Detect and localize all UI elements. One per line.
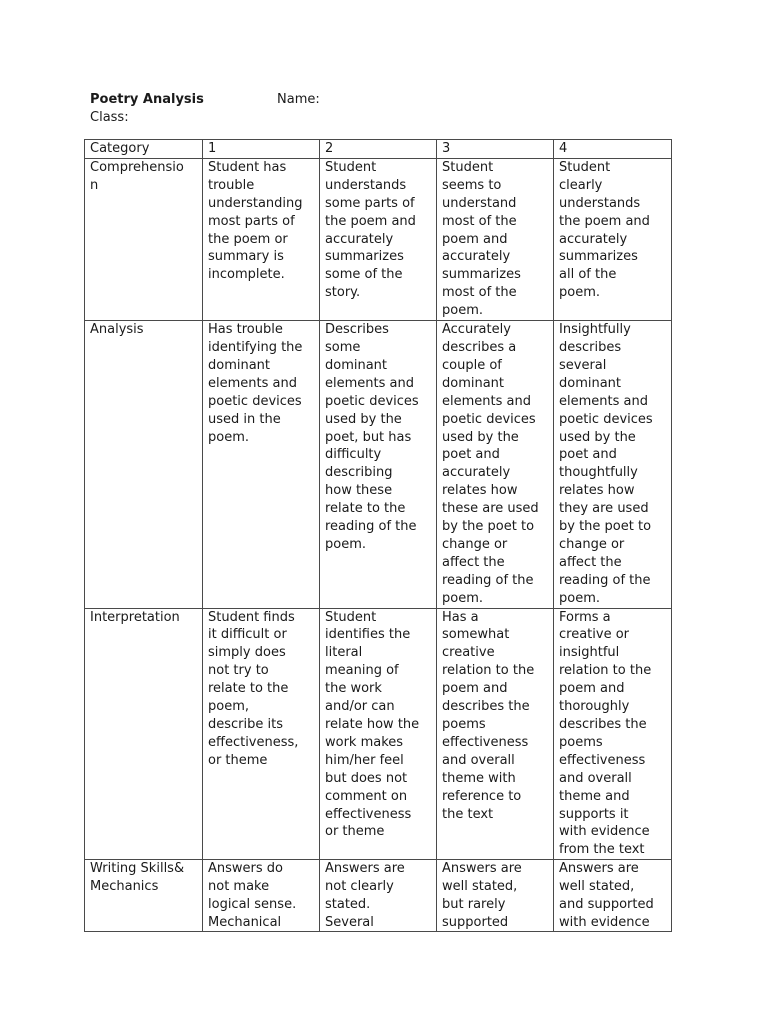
title-line	[90, 91, 320, 109]
column-header-label: 3	[442, 141, 451, 156]
category-label: Comprehensio n	[90, 159, 184, 193]
table-cell	[203, 608, 320, 860]
name-label: Name:	[277, 92, 320, 107]
table-cell	[554, 860, 672, 932]
category-label: Interpretation	[90, 609, 180, 625]
cell-text: Forms a creative or insightful relation to the poem and thoroughly describes the poems effectiveness and overall theme and supports it with evidence from the text	[559, 609, 652, 858]
rubric-table	[84, 139, 672, 932]
table-cell	[554, 158, 672, 320]
cell-text: Student has trouble understanding most parts of the poem or summary is incomplete.	[208, 159, 303, 283]
column-header	[320, 140, 437, 159]
cell-text: Accurately describes a couple of dominant elements and poetic devices used by the poet and accurately relates how these are used by the poet to change or affect the reading of the poem.	[442, 322, 539, 606]
table-cell	[320, 608, 437, 860]
column-header-label: 1	[208, 141, 217, 156]
cell-text: Student clearly understands the poem and accurately summarizes all of the poem.	[559, 159, 650, 301]
table-header-row	[85, 140, 672, 159]
category-cell	[85, 158, 203, 320]
column-header-label: 4	[559, 141, 568, 156]
table-cell	[554, 321, 672, 609]
category-label: Analysis	[90, 322, 144, 338]
category-cell	[85, 608, 203, 860]
table-cell	[320, 860, 437, 932]
class-line	[90, 109, 320, 127]
table-row-interpretation	[85, 608, 672, 860]
cell-text: Student identifies the literal meaning of the work and/or can relate how the work makes him/her feel but does not comment on effectiveness or theme	[325, 609, 420, 840]
table-cell	[554, 608, 672, 860]
table-cell	[437, 321, 554, 609]
cell-text: Student seems to understand most of the poem and accurately summarizes most of the poem.	[442, 159, 521, 319]
column-header	[85, 140, 203, 159]
table-cell	[437, 158, 554, 320]
category-label: Writing Skills& Mechanics	[90, 861, 185, 895]
table-cell	[203, 860, 320, 932]
table-cell	[437, 860, 554, 932]
cell-text: Student finds it difficult or simply does not try to relate to the poem, describe its effectiveness, or theme	[208, 609, 299, 768]
column-header	[203, 140, 320, 159]
class-label: Class:	[90, 110, 129, 125]
cell-text: Has trouble identifying the dominant elements and poetic devices used in the poem.	[208, 322, 303, 445]
column-header	[437, 140, 554, 159]
table-row-writing-skills	[85, 860, 672, 932]
table-cell	[203, 321, 320, 609]
category-cell	[85, 321, 203, 609]
cell-text: Answers are well stated, and supported with evidence	[559, 861, 654, 930]
cell-text: Has a somewhat creative relation to the poem and describes the poems effectiveness and overall theme with reference to the text	[442, 609, 535, 822]
document-title: Poetry Analysis	[90, 92, 204, 107]
category-cell	[85, 860, 203, 932]
column-header-label: 2	[325, 141, 334, 156]
cell-text: Answers do not make logical sense. Mechanical	[208, 861, 297, 930]
table-cell	[320, 321, 437, 609]
table-cell	[320, 158, 437, 320]
table-row-analysis	[85, 321, 672, 609]
table-cell	[437, 608, 554, 860]
column-header	[554, 140, 672, 159]
table-cell	[203, 158, 320, 320]
cell-text: Answers are well stated, but rarely supported	[442, 861, 522, 930]
cell-text: Insightfully describes several dominant elements and poetic devices used by the poet and thoughtfully relates how they are used by the poet to change or affect the reading of the poem.	[559, 322, 653, 606]
cell-text: Student understands some parts of the poem and accurately summarizes some of the story.	[325, 159, 416, 301]
cell-text: Answers are not clearly stated. Several	[325, 861, 405, 930]
table-row-comprehension	[85, 158, 672, 320]
cell-text: Describes some dominant elements and poetic devices used by the poet, but has difficulty describing how these relate to the reading of the poem.	[325, 322, 419, 552]
document-header	[90, 91, 320, 127]
column-header-label: Category	[90, 141, 150, 156]
